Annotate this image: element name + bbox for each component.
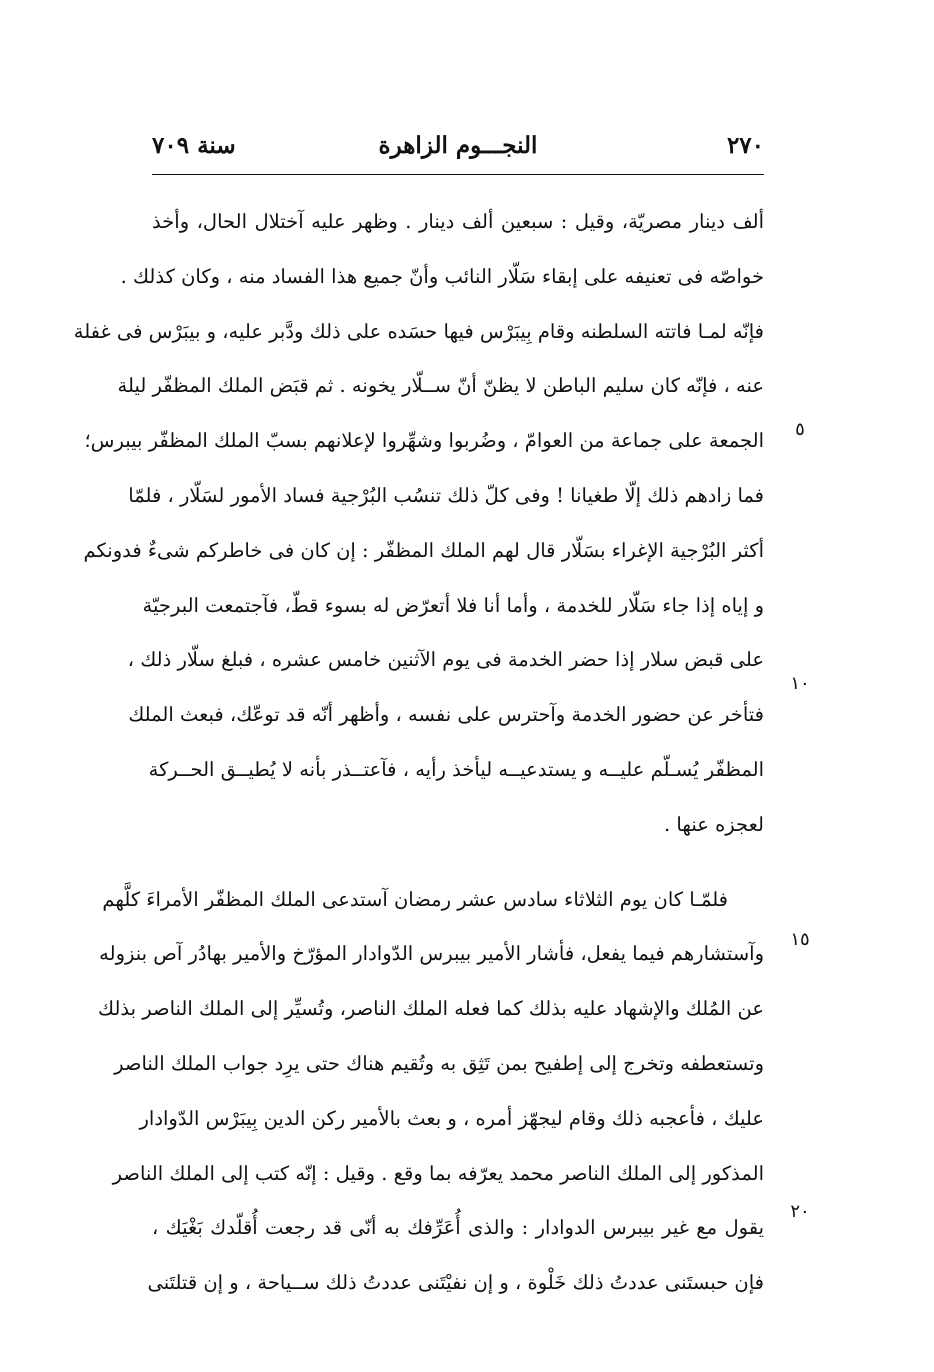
text-line: الجمعة على جماعة من العوامّ ، وضُربوا وشهِّروا لإعلانهم بسبّ الملك المظفّر بيبرس؛: [84, 429, 764, 453]
book-title: النجـــوم الزاهرة: [378, 132, 538, 159]
text-line: عنه ، فإنّه كان سليم الباطن لا يظنّ أنّ ســلّار يخونه . ثم قبَض الملك المظفّر ليلة: [117, 374, 764, 398]
paragraph: [98, 873, 764, 1311]
text-line: على قبض سلار إذا حضر الخدمة فى يوم الآثنين خامس عشره ، فبلغ سلّار ذلك ،: [127, 648, 764, 672]
running-header: [152, 128, 764, 172]
page-number: ٢٧٠: [726, 132, 764, 159]
line-number-20: ٢٠: [790, 1201, 810, 1222]
paragraph: [73, 195, 764, 853]
text-line: وتستعطفه وتخرج إلى إطفيح بمن تَثِق به وتُقيم هناك حتى يرِد جواب الملك الناصر: [114, 1051, 764, 1075]
paragraph-gap: [152, 853, 764, 873]
text-line: يقول مع غير بيبرس الدوادار : والذى أُعَرِّفك به أنّى قد رجعت أُقلّدك بَغْيَك ،: [152, 1216, 764, 1240]
text-line: وآستشارهم فيما يفعل، فأشار الأمير بيبرس الدّوادار المؤرّخ والأمير بهادُر آص بنزوله: [99, 942, 764, 966]
body-text: [73, 195, 764, 1311]
text-line: لعجزه عنها .: [664, 812, 764, 836]
text-line: ألف دينار مصريّة، وقيل : سبعين ألف دينار . وظهر عليه آختلال الحال، وأخذ: [152, 210, 764, 233]
header-rule: [152, 174, 764, 175]
line-number-5: ٥: [795, 419, 805, 440]
text-line: عليك ، فأعجبه ذلك وقام ليجهّز أمره ، و بعث بالأمير ركن الدين بِيبَرْس الدّوادار: [139, 1106, 764, 1130]
text-line: عن المُلك والإشهاد عليه بذلك كما فعله الملك الناصر، وتُسيِّر إلى الملك الناصر بذلك: [98, 997, 764, 1021]
text-line: خواصّه فى تعنيفه على إبقاء سَلّار النائب وأنّ جميع هذا الفساد منه ، وكان كذلك .: [120, 264, 764, 288]
text-line: فلمّـا كان يوم الثلاثاء سادس عشر رمضان آستدعى الملك المظفّر الأمراءَ كلَّهم: [102, 887, 728, 911]
year-label: سنة ٧٠٩: [152, 132, 236, 159]
text-line: المذكور إلى الملك الناصر محمد يعرّفه بما وقع . وقيل : إنّه كتب إلى الملك الناصر: [112, 1161, 764, 1185]
text-line: فإن حبستَنى عددتُ ذلك خَلْوة ، و إن نفيْتَنى عددتُ ذلك ســياحة ، و إن قتلتَنى: [147, 1271, 764, 1295]
text-line: و إياه إذا جاء سَلّار للخدمة ، وأما أنا فلا أتعرّض له بسوء قطّ، فآجتمعت البرجيّة: [142, 593, 764, 617]
text-line: فما زادهم ذلك إلّا طغيانا ! وفى كلّ ذلك تنسُب البُرْجية فساد الأمور لسَلّار ، فلمّا: [128, 483, 764, 507]
line-number-10: ١٠: [790, 673, 810, 694]
text-line: أكثر البُرْجية الإغراء بسَلّار قال لهم الملك المظفّر : إن كان فى خاطركم شىءٌ فدونكم: [83, 538, 764, 562]
text-line: فإنّه لمـا فاتته السلطنه وقام بِيبَرْس فيها حسَده على ذلك ودَّبر عليه، و بيبَرْس فى غفلة: [73, 319, 764, 343]
line-number-15: ١٥: [790, 929, 810, 950]
text-line: المظفّر يُسـلّم عليــه و يستدعيــه ليأخذ رأيه ، فآعتــذر بأنه لا يُطيــق الحــركة: [148, 757, 764, 781]
text-line: فتأخر عن حضور الخدمة وآحترس على نفسه ، وأظهر أنّه قد توعّك، فبعث الملك: [128, 703, 764, 727]
